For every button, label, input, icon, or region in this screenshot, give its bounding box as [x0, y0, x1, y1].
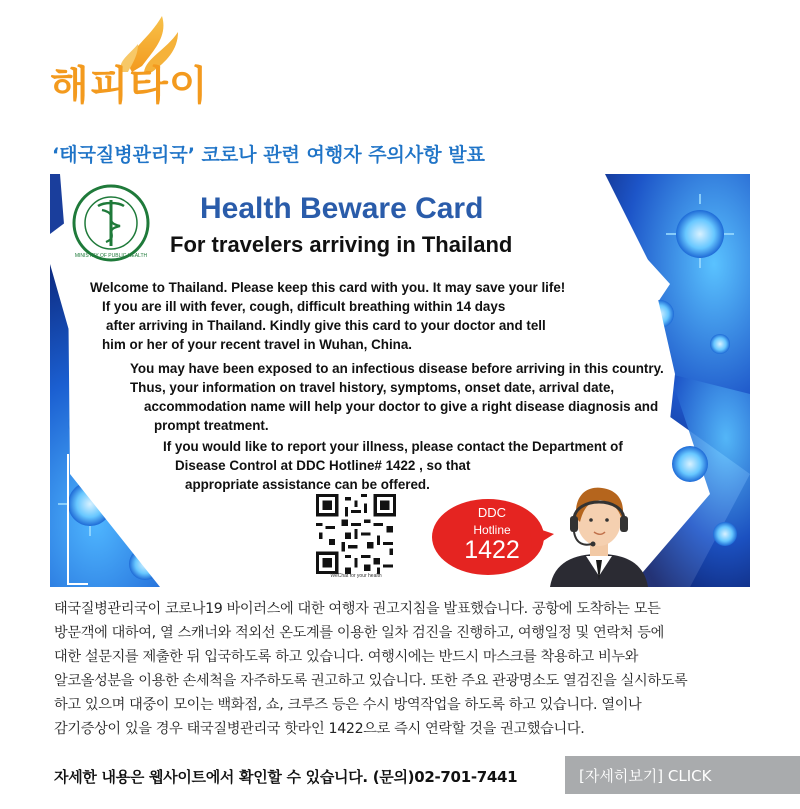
- card-paragraph-1: Welcome to Thailand. Please keep this card with you. It may save your life! If you are ill with fever, cough, difficult breathing within 14 days after arriving in Thailand. Kindly give this card to your doctor and tell him or her of your recent travel in Wuhan, China.: [90, 280, 566, 352]
- hotline-number: 1422: [464, 536, 520, 564]
- card-paragraph-2: You may have been exposed to an infectious disease before arriving in this country. Thus, your information on travel history, symptoms, onset date, arrival date, accommodation name will help your doctor to give a right disease diagnosis and prompt treatment.: [130, 361, 664, 433]
- body-line: 알코올성분을 이용한 손세척을 자주하도록 권고하고 있습니다. 또한 주요 관광명소도 열검진을 실시하도록: [54, 673, 688, 689]
- ministry-emblem-icon: [72, 184, 150, 262]
- body-line: 하고 있으며 대중이 모이는 백화점, 쇼, 크루즈 등은 수시 방역작업을 하도록 하고 있습니다. 열이나: [54, 697, 642, 713]
- article-headline: ‘태국질병관리국’ 코로나 관련 여행자 주의사항 발표: [52, 144, 485, 166]
- detail-click-button[interactable]: [자세히보기] CLICK: [565, 756, 800, 794]
- card-subtitle: For travelers arriving in Thailand: [170, 232, 513, 257]
- ddc-label: DDC: [477, 505, 507, 520]
- body-line: 감기증상이 있을 경우 태국질병관리국 핫라인 1422으로 즉시 연락할 것을 권고했습니다.: [54, 721, 585, 737]
- svg-text:MINISTRY OF PUBLIC HEALTH: MINISTRY OF PUBLIC HEALTH: [74, 253, 148, 259]
- happytai-logo[interactable]: [50, 14, 230, 109]
- card-title: Health Beware Card: [200, 192, 484, 225]
- qr-code: [316, 494, 396, 574]
- health-beware-card-image: [50, 174, 750, 587]
- body-line: 태국질병관리국이 코로나19 바이러스에 대한 여행자 권고지침을 발표했습니다. 공항에 도착하는 모든: [54, 601, 661, 617]
- call-center-operator-icon: [540, 476, 658, 587]
- card-paragraph-3: If you would like to report your illness, please contact the Department of Disease Control at DDC Hotline# 1422 , so that appropriate assistance can be offered.: [163, 439, 623, 492]
- article-body: [54, 597, 754, 741]
- logo-text: 해피타이: [50, 63, 209, 109]
- body-line: 방문객에 대하여, 열 스캐너와 적외선 온도계를 이용한 일차 검진을 진행하고, 여행일정 및 연락처 등에: [54, 625, 664, 641]
- contact-info: 자세한 내용은 웹사이트에서 확인할 수 있습니다. (문의)02-701-7441: [54, 768, 518, 786]
- hotline-label: Hotline: [473, 523, 511, 537]
- qr-caption: WeChat for your health: [330, 573, 382, 579]
- body-line: 대한 설문지를 제출한 뒤 입국하도록 하고 있습니다. 여행시에는 반드시 마스크를 착용하고 비누와: [54, 649, 639, 665]
